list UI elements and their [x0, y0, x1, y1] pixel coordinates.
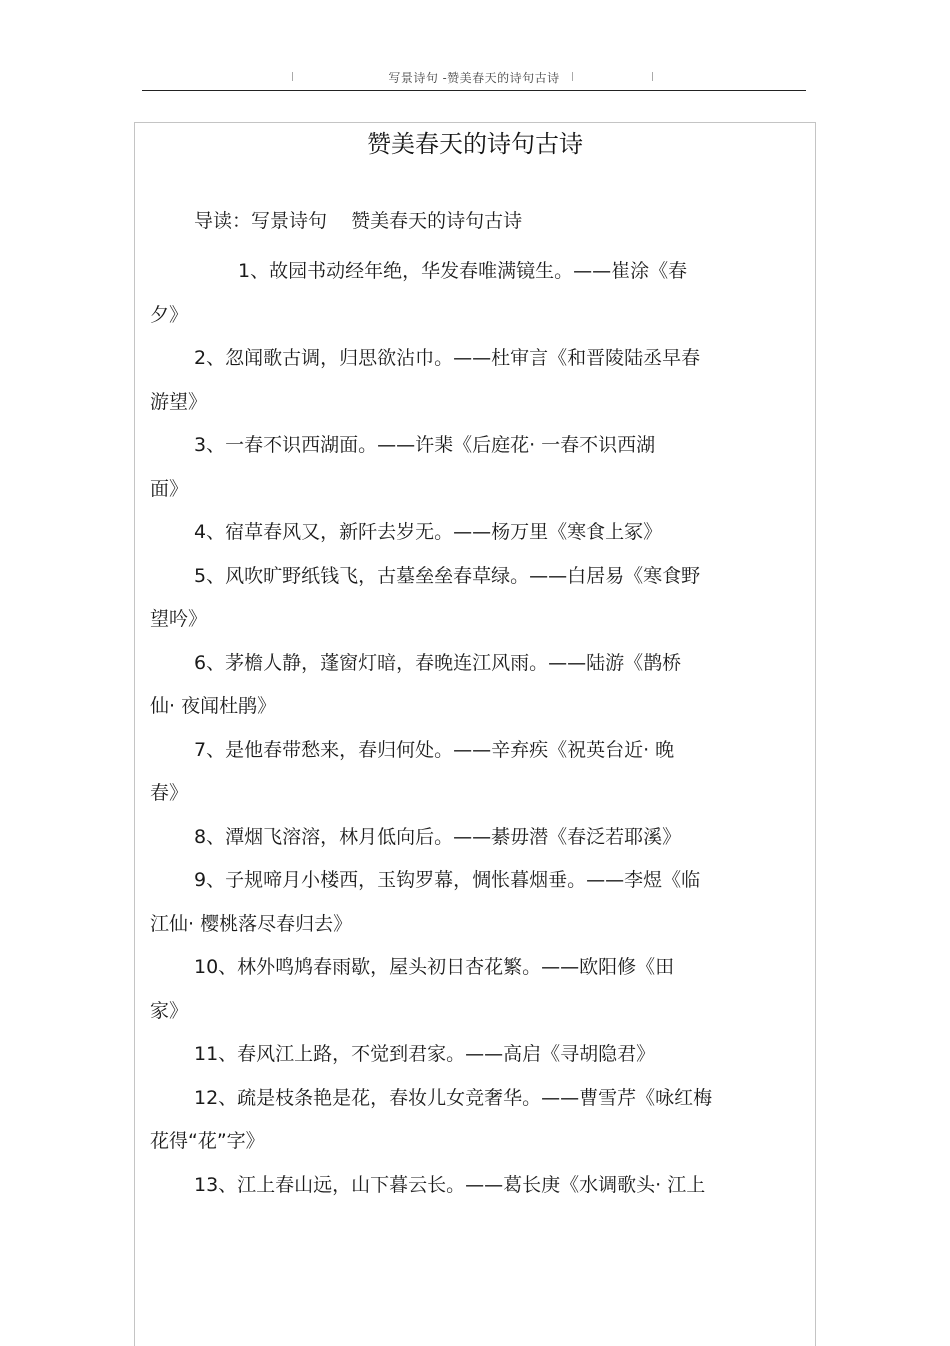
poem-line: 12、疏是枝条艳是花，春妆儿女竞奢华。——曹雪芹《咏红梅 [194, 1086, 713, 1109]
poem-line: 家》 [150, 999, 189, 1022]
poem-line: 望吟》 [150, 608, 208, 630]
poem-line: 花得“花”字》 [150, 1130, 265, 1152]
poem-line: 江仙· 樱桃落尽春归去》 [150, 912, 353, 935]
poem-line: 9、子规啼月小楼西，玉钩罗幕，惆怅暮烟垂。——李煜《临 [194, 869, 701, 891]
poem-line: 10、林外鸣鸠春雨歇，屋头初日杏花繁。——欧阳修《田 [194, 956, 675, 978]
poem-line: 2、忽闻歌古调，归思欲沾巾。——杜审言《和晋陵陆丞早春 [194, 347, 701, 369]
poem-line: 游望》 [150, 390, 208, 413]
poem-line: 4、宿草春风又，新阡去岁无。——杨万里《寒食上冢》 [194, 521, 663, 543]
poem-line: 5、风吹旷野纸钱飞，古墓垒垒春草绿。——白居易《寒食野 [194, 564, 701, 587]
poem-line: 11、春风江上路，不觉到君家。——高启《寻胡隐君》 [194, 1043, 656, 1065]
poem-line: 13、江上春山远，山下暮云长。——葛长庚《水调歌头· 江上 [194, 1173, 706, 1196]
poem-line: 7、是他春带愁来，春归何处。——辛弃疾《祝英台近· 晚 [194, 738, 675, 761]
intro-paragraph: 导读：写景诗句 赞美春天的诗句古诗 [194, 210, 523, 232]
poem-line: 面》 [150, 477, 189, 500]
poem-line: 1、故园书动经年绝，华发春唯满镜生。——崔涂《春 [238, 260, 688, 282]
poem-line: 8、潭烟飞溶溶，林月低向后。——綦毋潜《春泛若耶溪》 [194, 825, 682, 848]
poem-list [150, 250, 762, 1207]
poem-line: 仙· 夜闻杜鹃》 [150, 695, 277, 717]
poem-line: 春》 [150, 782, 189, 804]
running-header-text: 写景诗句 -赞美春天的诗句古诗 [388, 71, 560, 85]
running-header [142, 66, 806, 90]
poem-line: 夕》 [150, 303, 189, 326]
page-title: 赞美春天的诗句古诗 [367, 130, 583, 158]
poem-line: 6、茅檐人静，蓬窗灯暗，春晚连江风雨。——陆游《鹊桥 [194, 651, 682, 674]
header-rule [142, 90, 806, 91]
poem-line: 3、一春不识西湖面。——许棐《后庭花· 一春不识西湖 [194, 434, 656, 456]
